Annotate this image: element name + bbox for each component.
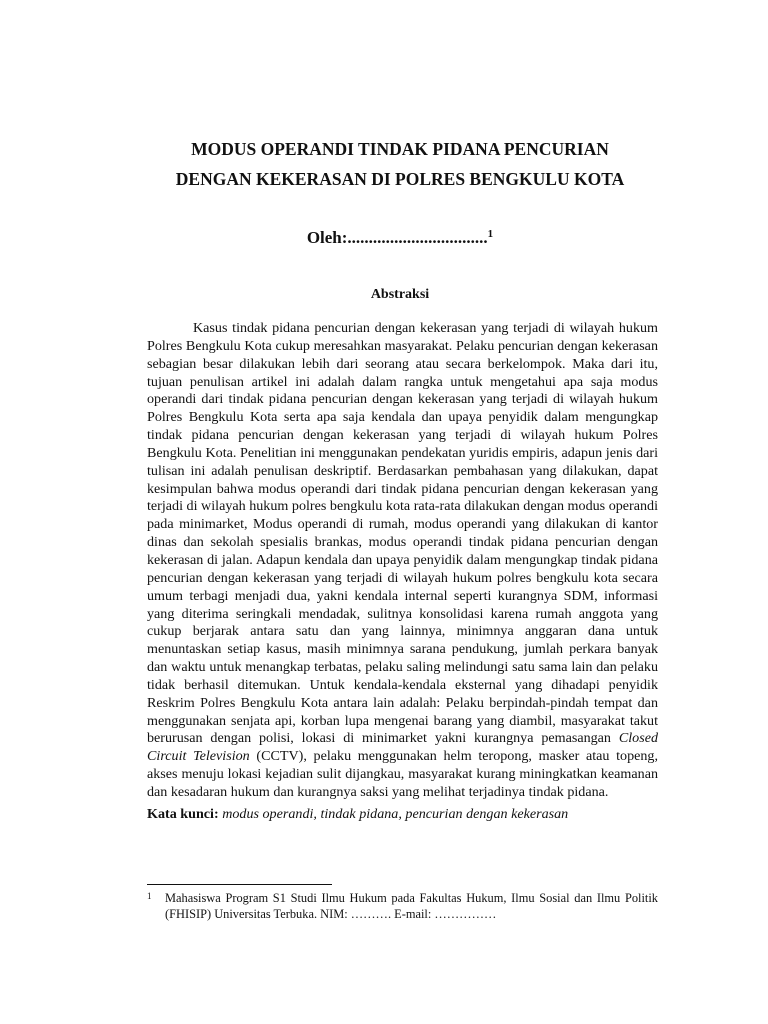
keywords-label: Kata kunci:: [147, 806, 219, 822]
title-line-1: MODUS OPERANDI TINDAK PIDANA PENCURIAN: [191, 139, 609, 159]
footnote: [147, 890, 658, 922]
footnote-number: 1: [147, 891, 152, 901]
author-label: Oleh:.................................: [306, 228, 488, 247]
abstract-paragraph: [147, 320, 658, 802]
footnote-text: Mahasiswa Program S1 Studi Ilmu Hukum pada Fakultas Hukum, Ilmu Sosial dan Ilmu Politik (FHISIP) Universitas Terbuka. NIM: ………. E-mail: ……………: [165, 891, 658, 921]
abstract-text-part-1: Kasus tindak pidana pencurian dengan kekerasan yang terjadi di wilayah hukum Polres Bengkulu Kota cukup meresahkan masyarakat. Pelaku pencurian dengan kekerasan sebagian besar dilakukan lebih dari seorang atau secara berkelompok. Maka dari itu, tujuan penulisan artikel ini adalah dalam rangka untuk mengetahui apa saja modus operandi dari tindak pidana pencurian dengan kekerasan yang terjadi di wilayah hukum Polres Bengkulu Kota serta apa saja kendala dan upaya penyidik dalam mengungkap tindak pidana pencurian dengan kekerasan yang terjadi di wilayah hukum Polres Bengkulu Kota. Penelitian ini menggunakan pendekatan yuridis empiris, adapun jenis dari tulisan ini adalah penulisan deskriptif. Berdasarkan pembahasan yang dilakukan, dapat kesimpulan bahwa modus operandi dari tindak pidana pencurian dengan kekerasan yang terjadi di wilayah hukum polres bengkulu kota rata-rata dilakukan dengan modus operandi pada minimarket, Modus operandi di rumah, modus operandi yang dilakukan di kantor dinas dan sekolah spesialis brankas, modus operandi tindak pidana pencurian dengan kekerasan di jalan. Adapun kendala dan upaya penyidik dalam mengungkap tindak pidana pencurian dengan kekerasan yang terjadi di wilayah hukum polres bengkulu kota secara umum terbagi menjadi dua, yakni kendala internal seperti kurangnya SDM, informasi yang diterima seringkali mendadak, sulitnya konsolidasi karena rumah anggota yang cukup berjarak antara satu dan yang lainnya, minimnya anggaran dana untuk menuntaskan setiap kasus, masih minimnya sarana pendukung, jumlah perkara banyak dan waktu untuk menangkap terbatas, pelaku saling melindungi satu sama lain dan pelaku tidak berhasil ditemukan. Untuk kendala-kendala eksternal yang dihadapi penyidik Reskrim Polres Bengkulu Kota antara lain adalah: Pelaku berpindah-pindah tempat dan menggunakan senjata api, korban lupa mengenai barang yang diambil, masyarakat takut berurusan dengan polisi, lokasi di minimarket yakni kurangnya pemasangan: [147, 320, 658, 747]
abstract-italic-term: Closed Circuit Television: [147, 730, 658, 765]
abstract-heading: Abstraksi: [370, 287, 430, 302]
abstract-text-part-2: (CCTV), pelaku menggunakan helm teropong, masker atau topeng, akses menuju lokasi kejadian sulit dijangkau, masyarakat kurang miningkatkan keamanan dan kesadaran hukum dan kurangnya saksi yang melihat terjadinya tindak pidana.: [147, 748, 658, 800]
keywords-values: modus operandi, tindak pidana, pencurian dengan kekerasan: [222, 806, 569, 822]
keywords-line: [147, 805, 658, 823]
author-line: [100, 227, 700, 249]
footnote-divider: [147, 884, 332, 885]
title-line-2: DENGAN KEKERASAN DI POLRES BENGKULU KOTA: [175, 169, 625, 189]
author-footnote-mark: 1: [487, 228, 494, 240]
